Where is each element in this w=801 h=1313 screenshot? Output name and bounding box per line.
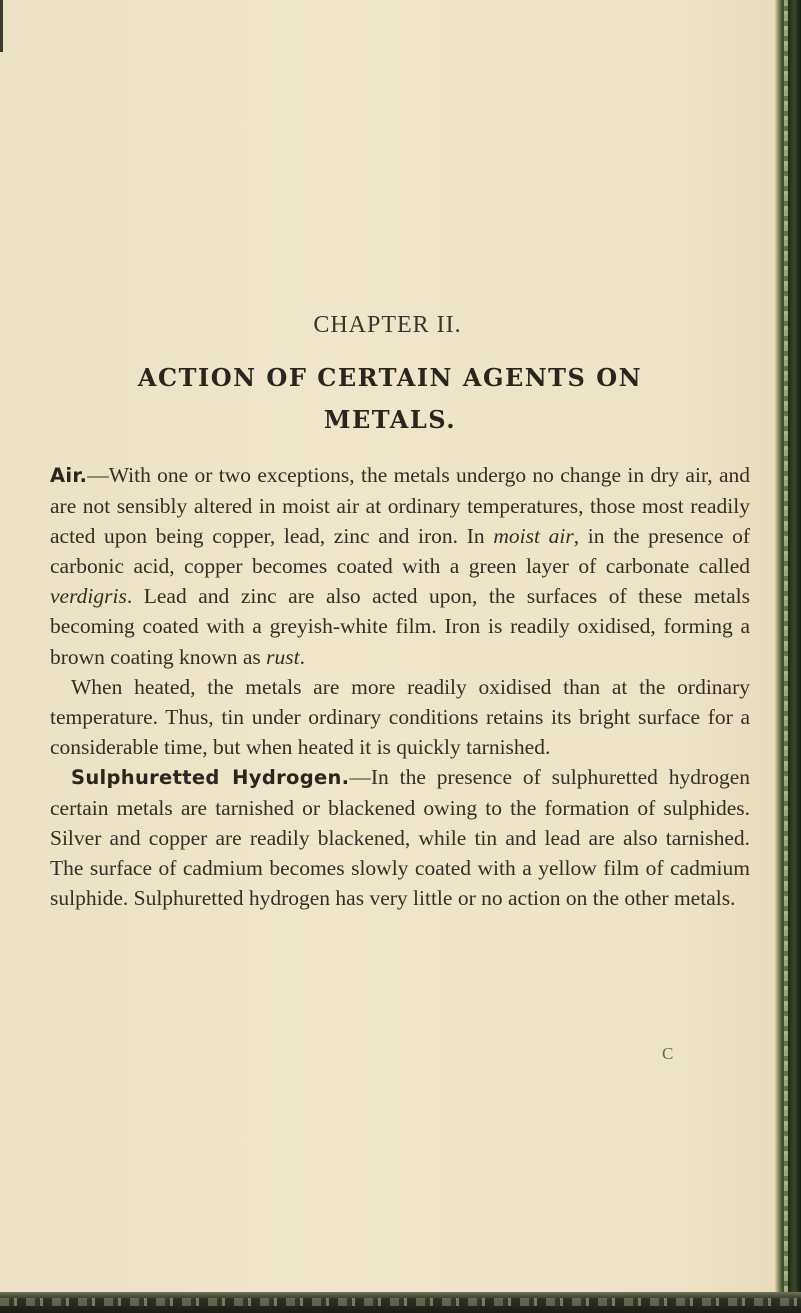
body-text [50, 460, 750, 913]
page-edge-bottom-texture [0, 1298, 801, 1306]
paragraph-heated [50, 672, 750, 762]
italic-term-verdigris: verdigris [50, 584, 127, 609]
signature-mark: C [662, 1044, 674, 1063]
page-edge-highlight [784, 0, 788, 1313]
run-in-heading-sulphuretted-hydrogen: Sulphuretted Hydrogen. [71, 765, 350, 789]
chapter-title-line-2: METALS. [323, 405, 457, 434]
chapter-title-line-1: ACTION OF CERTAIN AGENTS ON [137, 363, 643, 392]
paragraph-text: . [299, 644, 305, 669]
italic-term-rust: rust [266, 644, 300, 669]
italic-term-moist-air: moist air [493, 524, 574, 549]
paragraph-text: , in the presence of carbonic acid, copper becomes coated with a green layer of carbonate called [50, 524, 750, 579]
paragraph-sulphuretted-hydrogen [50, 762, 750, 913]
paragraph-text: —With one or two exceptions, the metals undergo no change in dry air, and are not sensibly altered in moist air at ordinary temperatures, those most readily acted upon being copper, lead, zinc and iron. In [50, 463, 750, 549]
chapter-label: CHAPTER II. [313, 312, 462, 338]
paragraph-text: . Lead and zinc are also acted upon, the surfaces of these metals becoming coated with a greyish-white film. Iron is readily oxidised, forming a brown coating known as [50, 584, 750, 669]
paragraph-air [50, 460, 750, 672]
page-edge-right [775, 0, 801, 1313]
binding-mark [0, 0, 3, 52]
paragraph-text: —In the presence of sulphuretted hydrogen certain metals are tarnished or blackened owing to the formation of sulphides. Silver and copper are readily blackened, while tin and lead are also tarnished. The surface of cadmium becomes slowly coated with a yellow film of cadmium sulphide. Sulphuretted hydrogen has very little or no action on the other metals. [50, 764, 750, 911]
paragraph-text: When heated, the metals are more readily oxidised than at the ordinary temperature. Thus, tin under ordinary conditions retains its bright surface for a considerable time, but when heated it is quickly tarnished. [50, 674, 750, 759]
run-in-heading-air: Air. [50, 464, 88, 487]
